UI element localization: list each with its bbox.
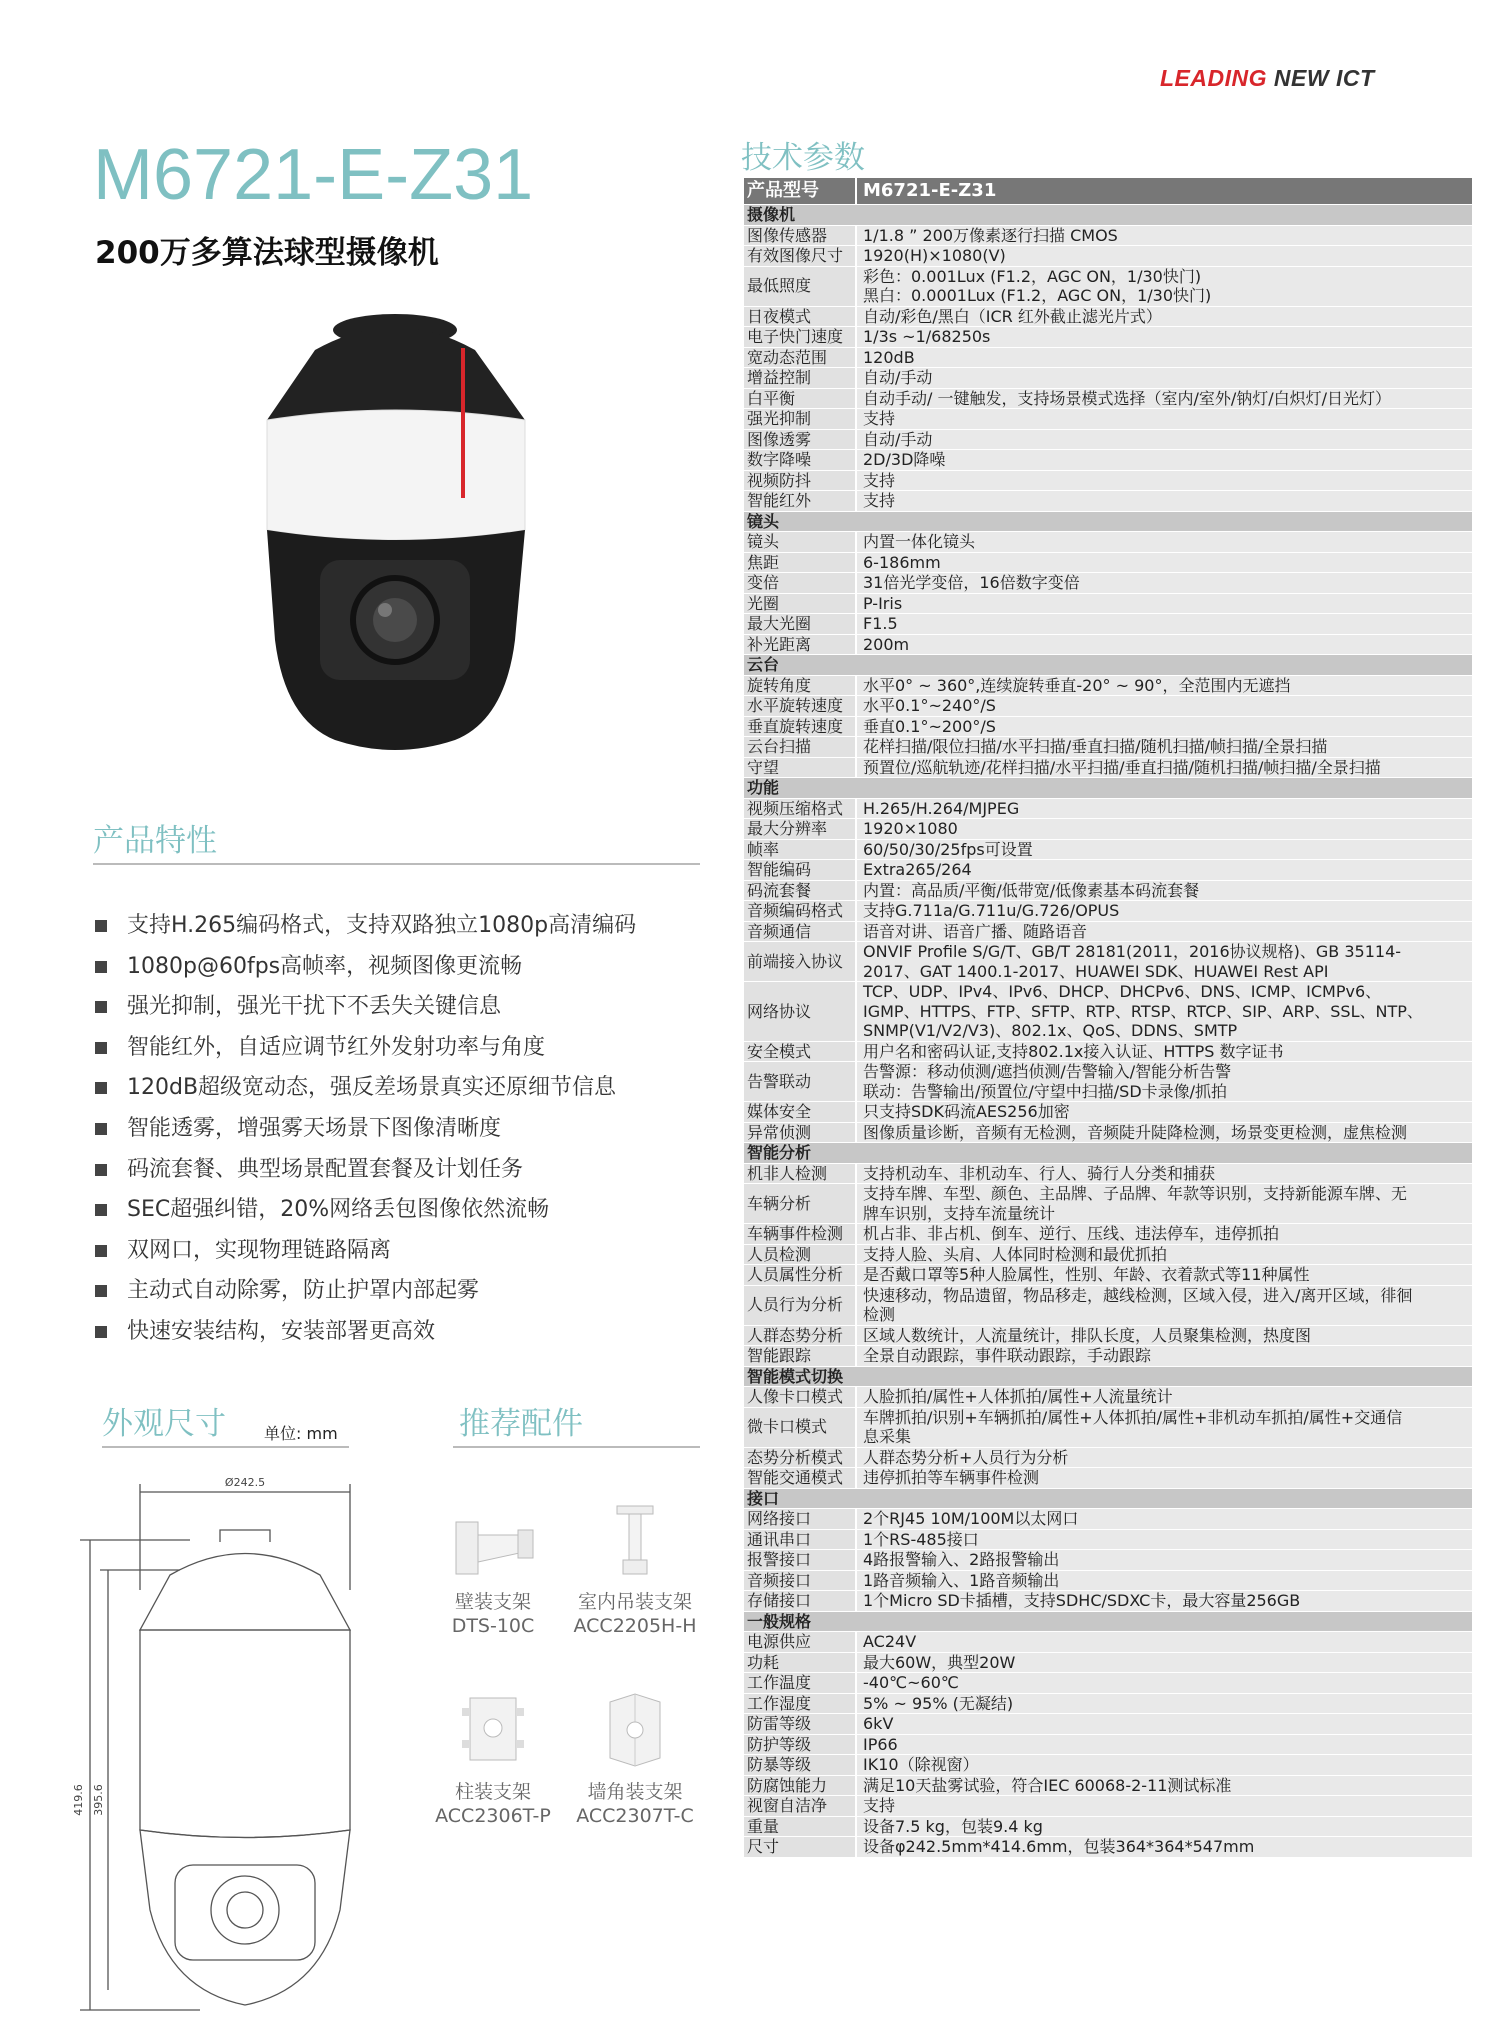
- spec-value: 4路报警输入、2路报警输出: [856, 1550, 1472, 1571]
- product-subtitle: 200万多算法球型摄像机: [95, 235, 439, 271]
- spec-section-row: [744, 1611, 1472, 1632]
- spec-value: 1920(H)×1080(V): [856, 246, 1472, 267]
- feature-item: 主动式自动除雾，防止护罩内部起雾: [95, 1271, 636, 1312]
- spec-row: [744, 368, 1472, 389]
- spec-section-row: [744, 1366, 1472, 1387]
- spec-row: [744, 347, 1472, 368]
- spec-value: 垂直0.1°~200°/S: [856, 716, 1472, 737]
- dimension-width-label: Ø242.5: [224, 1476, 266, 1489]
- spec-value: 车牌抓拍/识别+车辆抓拍/属性+人体抓拍/属性+非机动车抓拍/属性+交通信 息采集: [856, 1407, 1472, 1447]
- spec-row: [744, 716, 1472, 737]
- spec-value: P-Iris: [856, 593, 1472, 614]
- spec-section-row: [744, 1143, 1472, 1164]
- spec-value: AC24V: [856, 1632, 1472, 1653]
- spec-value: 区域人数统计，人流量统计，排队长度，人员聚集检测，热度图: [856, 1325, 1472, 1346]
- spec-key: 音频编码格式: [744, 901, 856, 922]
- spec-value: 自动/彩色/黑白（ICR 红外截止滤光片式）: [856, 306, 1472, 327]
- feature-item: SEC超强纠错，20%网络丢包图像依然流畅: [95, 1190, 636, 1231]
- spec-value: 水平0° ~ 360°,连续旋转垂直-20° ~ 90°，全范围内无遮挡: [856, 675, 1472, 696]
- spec-value: 支持机动车、非机动车、行人、骑行人分类和捕获: [856, 1163, 1472, 1184]
- spec-row: [744, 1325, 1472, 1346]
- spec-value: 设备7.5 kg，包装9.4 kg: [856, 1816, 1472, 1837]
- spec-value: 1/1.8 ” 200万像素逐行扫描 CMOS: [856, 225, 1472, 246]
- spec-header-row: [744, 178, 1472, 205]
- spec-row: [744, 1102, 1472, 1123]
- spec-value: 人脸抓拍/属性+人体抓拍/属性+人流量统计: [856, 1387, 1472, 1408]
- spec-row: [744, 819, 1472, 840]
- spec-value: IP66: [856, 1734, 1472, 1755]
- spec-key: 云台扫描: [744, 737, 856, 758]
- spec-key: 防腐蚀能力: [744, 1775, 856, 1796]
- corner-mount-icon: [600, 1690, 670, 1770]
- features-title: 产品特性: [93, 823, 217, 859]
- spec-value: 自动手动/ 一键触发，支持场景模式选择（室内/室外/钠灯/白炽灯/日光灯）: [856, 388, 1472, 409]
- spec-key: 变倍: [744, 573, 856, 594]
- spec-value: 人群态势分析+人员行为分析: [856, 1447, 1472, 1468]
- accessory-name: 壁装支架: [454, 1591, 531, 1613]
- spec-value: 200m: [856, 634, 1472, 655]
- feature-item: 码流套餐、典型场景配置套餐及计划任务: [95, 1150, 636, 1191]
- pole-mount-icon: [458, 1690, 528, 1770]
- spec-key: 车辆事件检测: [744, 1224, 856, 1245]
- spec-key: 图像传感器: [744, 225, 856, 246]
- dimension-height-inner-label: 395.6: [92, 1784, 105, 1816]
- accessory-ceiling-mount: [560, 1500, 710, 1638]
- spec-key: 视频防抖: [744, 470, 856, 491]
- spec-value: 支持人脸、头肩、人体同时检测和最优抓拍: [856, 1244, 1472, 1265]
- spec-value: 支持车牌、车型、颜色、主品牌、子品牌、年款等识别，支持新能源车牌、无 牌车识别，支持车流量统计: [856, 1184, 1472, 1224]
- spec-row: [744, 901, 1472, 922]
- spec-value: 是否戴口罩等5种人脸属性，性别、年龄、衣着款式等11种属性: [856, 1265, 1472, 1286]
- spec-key: 视频压缩格式: [744, 798, 856, 819]
- spec-row: [744, 1122, 1472, 1143]
- spec-value: 告警源：移动侦测/遮挡侦测/告警输入/智能分析告警 联动：告警输出/预置位/守望中扫描/SD卡录像/抓拍: [856, 1062, 1472, 1102]
- accessory-code: ACC2205H-H: [573, 1615, 697, 1637]
- dimensions-title: 外观尺寸: [102, 1406, 226, 1442]
- brand-logo: [1160, 65, 1375, 92]
- spec-value: 1920×1080: [856, 819, 1472, 840]
- spec-value: 违停抓拍等车辆事件检测: [856, 1468, 1472, 1489]
- spec-key: 补光距离: [744, 634, 856, 655]
- spec-value: 机占非、非占机、倒车、逆行、压线、违法停车，违停抓拍: [856, 1224, 1472, 1245]
- spec-row: [744, 1796, 1472, 1817]
- spec-key: 最大光圈: [744, 614, 856, 635]
- spec-row: [744, 1714, 1472, 1735]
- spec-key: 异常侦测: [744, 1122, 856, 1143]
- spec-key: 告警联动: [744, 1062, 856, 1102]
- spec-row: [744, 880, 1472, 901]
- spec-section-title: 智能分析: [744, 1143, 1472, 1164]
- spec-row: [744, 1468, 1472, 1489]
- spec-row: [744, 306, 1472, 327]
- spec-key: 最低照度: [744, 266, 856, 306]
- spec-value: 2个RJ45 10M/100M以太网口: [856, 1509, 1472, 1530]
- spec-row: [744, 737, 1472, 758]
- spec-row: [744, 798, 1472, 819]
- spec-value: 支持: [856, 470, 1472, 491]
- spec-row: [744, 1816, 1472, 1837]
- dimension-drawing: [60, 1470, 390, 2030]
- spec-value: 自动/手动: [856, 368, 1472, 389]
- spec-key: 最大分辨率: [744, 819, 856, 840]
- spec-row: [744, 1224, 1472, 1245]
- spec-row: [744, 1652, 1472, 1673]
- spec-row: [744, 1570, 1472, 1591]
- spec-row: [744, 675, 1472, 696]
- spec-section-title: 摄像机: [744, 205, 1472, 226]
- spec-key: 人群态势分析: [744, 1325, 856, 1346]
- spec-row: [744, 942, 1472, 982]
- spec-row: [744, 246, 1472, 267]
- spec-row: [744, 388, 1472, 409]
- spec-row: [744, 1632, 1472, 1653]
- spec-row: [744, 1775, 1472, 1796]
- spec-key: 微卡口模式: [744, 1407, 856, 1447]
- accessory-code: ACC2307T-C: [576, 1805, 694, 1827]
- spec-key: 强光抑制: [744, 409, 856, 430]
- spec-value: TCP、UDP、IPv4、IPv6、DHCP、DHCPv6、DNS、ICMP、ICMPv6、 IGMP、HTTPS、FTP、SFTP、RTP、RTSP、RTCP、SIP、ARP、SSL、NTP、 SNMP(V1/V2/V3)、802.1x、QoS、DDNS、SMTP: [856, 982, 1472, 1042]
- spec-key: 光圈: [744, 593, 856, 614]
- spec-key: 智能跟踪: [744, 1346, 856, 1367]
- feature-item: 1080p@60fps高帧率，视频图像更流畅: [95, 947, 636, 988]
- spec-row: [744, 1407, 1472, 1447]
- spec-row: [744, 266, 1472, 306]
- spec-row: [744, 409, 1472, 430]
- spec-key: 网络接口: [744, 1509, 856, 1530]
- spec-value: 支持G.711a/G.711u/G.726/OPUS: [856, 901, 1472, 922]
- spec-key: 视窗自洁净: [744, 1796, 856, 1817]
- spec-value: 6kV: [856, 1714, 1472, 1735]
- dimensions-divider: [102, 1446, 349, 1448]
- accessory-name: 墙角装支架: [587, 1781, 683, 1803]
- spec-row: [744, 1447, 1472, 1468]
- spec-value: 支持: [856, 1796, 1472, 1817]
- spec-key: 报警接口: [744, 1550, 856, 1571]
- spec-value: 内置一体化镜头: [856, 532, 1472, 553]
- spec-key: 宽动态范围: [744, 347, 856, 368]
- accessory-name: 室内吊装支架: [577, 1591, 692, 1613]
- spec-row: [744, 470, 1472, 491]
- spec-title: 技术参数: [741, 140, 865, 176]
- spec-value: 全景自动跟踪，事件联动跟踪，手动跟踪: [856, 1346, 1472, 1367]
- spec-row: [744, 225, 1472, 246]
- spec-row: [744, 757, 1472, 778]
- spec-value: 最大60W，典型20W: [856, 1652, 1472, 1673]
- spec-key: 守望: [744, 757, 856, 778]
- spec-value: 2D/3D降噪: [856, 450, 1472, 471]
- spec-row: [744, 1673, 1472, 1694]
- spec-value: 5% ~ 95% (无凝结): [856, 1693, 1472, 1714]
- spec-section-row: [744, 655, 1472, 676]
- spec-key: 人员检测: [744, 1244, 856, 1265]
- spec-row: [744, 450, 1472, 471]
- spec-row: [744, 1265, 1472, 1286]
- accessory-name: 柱装支架: [454, 1781, 531, 1803]
- spec-section-title: 接口: [744, 1488, 1472, 1509]
- spec-row: [744, 552, 1472, 573]
- spec-row: [744, 982, 1472, 1042]
- spec-key: 音频通信: [744, 921, 856, 942]
- spec-key: 智能编码: [744, 860, 856, 881]
- spec-key: 存储接口: [744, 1591, 856, 1612]
- spec-key: 尺寸: [744, 1837, 856, 1858]
- spec-section-title: 智能模式切换: [744, 1366, 1472, 1387]
- spec-row: [744, 491, 1472, 512]
- spec-row: [744, 1837, 1472, 1858]
- spec-value: 花样扫描/限位扫描/水平扫描/垂直扫描/随机扫描/帧扫描/全景扫描: [856, 737, 1472, 758]
- accessories-title: 推荐配件: [459, 1406, 583, 1442]
- spec-value: ONVIF Profile S/G/T、GB/T 28181(2011，2016协议规格)、GB 35114- 2017、GAT 1400.1-2017、HUAWEI SDK、HUAWEI Rest API: [856, 942, 1472, 982]
- spec-row: [744, 1509, 1472, 1530]
- spec-value: 彩色：0.001Lux (F1.2，AGC ON，1/30快门) 黑白：0.0001Lux (F1.2，AGC ON，1/30快门): [856, 266, 1472, 306]
- spec-key: 码流套餐: [744, 880, 856, 901]
- accessory-wall-mount: [418, 1500, 568, 1638]
- spec-key: 前端接入协议: [744, 942, 856, 982]
- spec-row: [744, 1285, 1472, 1325]
- accessory-code: DTS-10C: [451, 1615, 535, 1637]
- spec-value: 水平0.1°~240°/S: [856, 696, 1472, 717]
- spec-header-key: 产品型号: [744, 178, 856, 205]
- features-divider: [93, 863, 700, 865]
- spec-key: 工作湿度: [744, 1693, 856, 1714]
- dimension-height-outer-label: 419.6: [72, 1784, 85, 1816]
- accessories-divider: [453, 1446, 700, 1448]
- spec-value: F1.5: [856, 614, 1472, 635]
- feature-item: 支持H.265编码格式，支持双路独立1080p高清编码: [95, 906, 636, 947]
- spec-value: 图像质量诊断，音频有无检测，音频陡升陡降检测，场景变更检测，虚焦检测: [856, 1122, 1472, 1143]
- spec-row: [744, 327, 1472, 348]
- spec-key: 水平旋转速度: [744, 696, 856, 717]
- spec-value: Extra265/264: [856, 860, 1472, 881]
- spec-key: 网络协议: [744, 982, 856, 1042]
- spec-key: 智能交通模式: [744, 1468, 856, 1489]
- spec-key: 工作温度: [744, 1673, 856, 1694]
- spec-row: [744, 1244, 1472, 1265]
- spec-value: 内置：高品质/平衡/低带宽/低像素基本码流套餐: [856, 880, 1472, 901]
- wall-mount-icon: [448, 1500, 538, 1580]
- spec-value: 支持: [856, 409, 1472, 430]
- spec-key: 安全模式: [744, 1041, 856, 1062]
- spec-key: 有效图像尺寸: [744, 246, 856, 267]
- spec-value: IK10（除视窗）: [856, 1755, 1472, 1776]
- spec-key: 媒体安全: [744, 1102, 856, 1123]
- spec-key: 智能红外: [744, 491, 856, 512]
- spec-section-title: 镜头: [744, 511, 1472, 532]
- accessory-pole-mount: [418, 1690, 568, 1828]
- feature-item: 智能红外，自适应调节红外发射功率与角度: [95, 1028, 636, 1069]
- spec-row: [744, 1041, 1472, 1062]
- spec-key: 重量: [744, 1816, 856, 1837]
- spec-key: 日夜模式: [744, 306, 856, 327]
- spec-row: [744, 1346, 1472, 1367]
- spec-value: 语音对讲、语音广播、随路语音: [856, 921, 1472, 942]
- spec-row: [744, 1062, 1472, 1102]
- spec-key: 电源供应: [744, 1632, 856, 1653]
- spec-key: 车辆分析: [744, 1184, 856, 1224]
- spec-row: [744, 1184, 1472, 1224]
- feature-item: 强光抑制，强光干扰下不丢失关键信息: [95, 987, 636, 1028]
- spec-section-title: 云台: [744, 655, 1472, 676]
- spec-value: 1个RS-485接口: [856, 1529, 1472, 1550]
- spec-section-title: 功能: [744, 778, 1472, 799]
- spec-key: 帧率: [744, 839, 856, 860]
- spec-row: [744, 1550, 1472, 1571]
- spec-row: [744, 532, 1472, 553]
- spec-value: 自动/手动: [856, 429, 1472, 450]
- spec-value: 1路音频输入、1路音频输出: [856, 1570, 1472, 1591]
- ceiling-mount-icon: [605, 1500, 665, 1580]
- spec-row: [744, 593, 1472, 614]
- spec-row: [744, 1755, 1472, 1776]
- spec-key: 音频接口: [744, 1570, 856, 1591]
- spec-value: 6-186mm: [856, 552, 1472, 573]
- accessory-corner-mount: [560, 1690, 710, 1828]
- spec-key: 增益控制: [744, 368, 856, 389]
- spec-key: 图像透雾: [744, 429, 856, 450]
- spec-key: 防护等级: [744, 1734, 856, 1755]
- spec-row: [744, 573, 1472, 594]
- spec-section-row: [744, 1488, 1472, 1509]
- feature-item: 快速安装结构，安装部署更高效: [95, 1312, 636, 1353]
- spec-value: -40℃~60℃: [856, 1673, 1472, 1694]
- spec-row: [744, 696, 1472, 717]
- spec-row: [744, 839, 1472, 860]
- spec-header-value: M6721-E-Z31: [856, 178, 1472, 205]
- spec-section-row: [744, 511, 1472, 532]
- spec-key: 防暴等级: [744, 1755, 856, 1776]
- spec-key: 通讯串口: [744, 1529, 856, 1550]
- spec-key: 机非人检测: [744, 1163, 856, 1184]
- product-model-title: M6721-E-Z31: [93, 135, 534, 215]
- spec-value: 只支持SDK码流AES256加密: [856, 1102, 1472, 1123]
- spec-key: 白平衡: [744, 388, 856, 409]
- spec-value: H.265/H.264/MJPEG: [856, 798, 1472, 819]
- spec-row: [744, 634, 1472, 655]
- spec-value: 用户名和密码认证,支持802.1x接入认证、HTTPS 数字证书: [856, 1041, 1472, 1062]
- spec-key: 人像卡口模式: [744, 1387, 856, 1408]
- features-list: [95, 906, 636, 1353]
- camera-product-image: [255, 310, 535, 760]
- spec-value: 120dB: [856, 347, 1472, 368]
- spec-row: [744, 1734, 1472, 1755]
- spec-key: 人员行为分析: [744, 1285, 856, 1325]
- spec-value: 60/50/30/25fps可设置: [856, 839, 1472, 860]
- spec-key: 镜头: [744, 532, 856, 553]
- spec-row: [744, 1387, 1472, 1408]
- spec-row: [744, 1591, 1472, 1612]
- spec-key: 旋转角度: [744, 675, 856, 696]
- spec-key: 焦距: [744, 552, 856, 573]
- spec-value: 快速移动，物品遗留，物品移走，越线检测，区域入侵，进入/离开区域，徘徊 检测: [856, 1285, 1472, 1325]
- spec-row: [744, 860, 1472, 881]
- logo-text-red: LEADING: [1160, 65, 1267, 91]
- feature-item: 智能透雾，增强雾天场景下图像清晰度: [95, 1109, 636, 1150]
- spec-value: 1个Micro SD卡插槽，支持SDHC/SDXC卡，最大容量256GB: [856, 1591, 1472, 1612]
- spec-key: 人员属性分析: [744, 1265, 856, 1286]
- spec-row: [744, 921, 1472, 942]
- spec-value: 预置位/巡航轨迹/花样扫描/水平扫描/垂直扫描/随机扫描/帧扫描/全景扫描: [856, 757, 1472, 778]
- dimensions-unit: 单位: mm: [264, 1424, 338, 1443]
- spec-section-title: 一般规格: [744, 1611, 1472, 1632]
- spec-row: [744, 1529, 1472, 1550]
- feature-item: 120dB超级宽动态，强反差场景真实还原细节信息: [95, 1068, 636, 1109]
- spec-row: [744, 1693, 1472, 1714]
- spec-key: 电子快门速度: [744, 327, 856, 348]
- spec-key: 数字降噪: [744, 450, 856, 471]
- spec-value: 支持: [856, 491, 1472, 512]
- feature-item: 双网口，实现物理链路隔离: [95, 1231, 636, 1272]
- spec-value: 1/3s ~1/68250s: [856, 327, 1472, 348]
- spec-key: 功耗: [744, 1652, 856, 1673]
- spec-value: 设备φ242.5mm*414.6mm，包装364*364*547mm: [856, 1837, 1472, 1858]
- spec-key: 垂直旋转速度: [744, 716, 856, 737]
- spec-section-row: [744, 778, 1472, 799]
- spec-key: 态势分析模式: [744, 1447, 856, 1468]
- spec-value: 31倍光学变倍，16倍数字变倍: [856, 573, 1472, 594]
- spec-row: [744, 1163, 1472, 1184]
- logo-text-dark: NEW ICT: [1267, 65, 1375, 91]
- spec-row: [744, 614, 1472, 635]
- spec-value: 满足10天盐雾试验，符合IEC 60068-2-11测试标准: [856, 1775, 1472, 1796]
- spec-section-row: [744, 205, 1472, 226]
- spec-table: [744, 178, 1472, 1858]
- accessory-code: ACC2306T-P: [435, 1805, 551, 1827]
- spec-row: [744, 429, 1472, 450]
- spec-key: 防雷等级: [744, 1714, 856, 1735]
